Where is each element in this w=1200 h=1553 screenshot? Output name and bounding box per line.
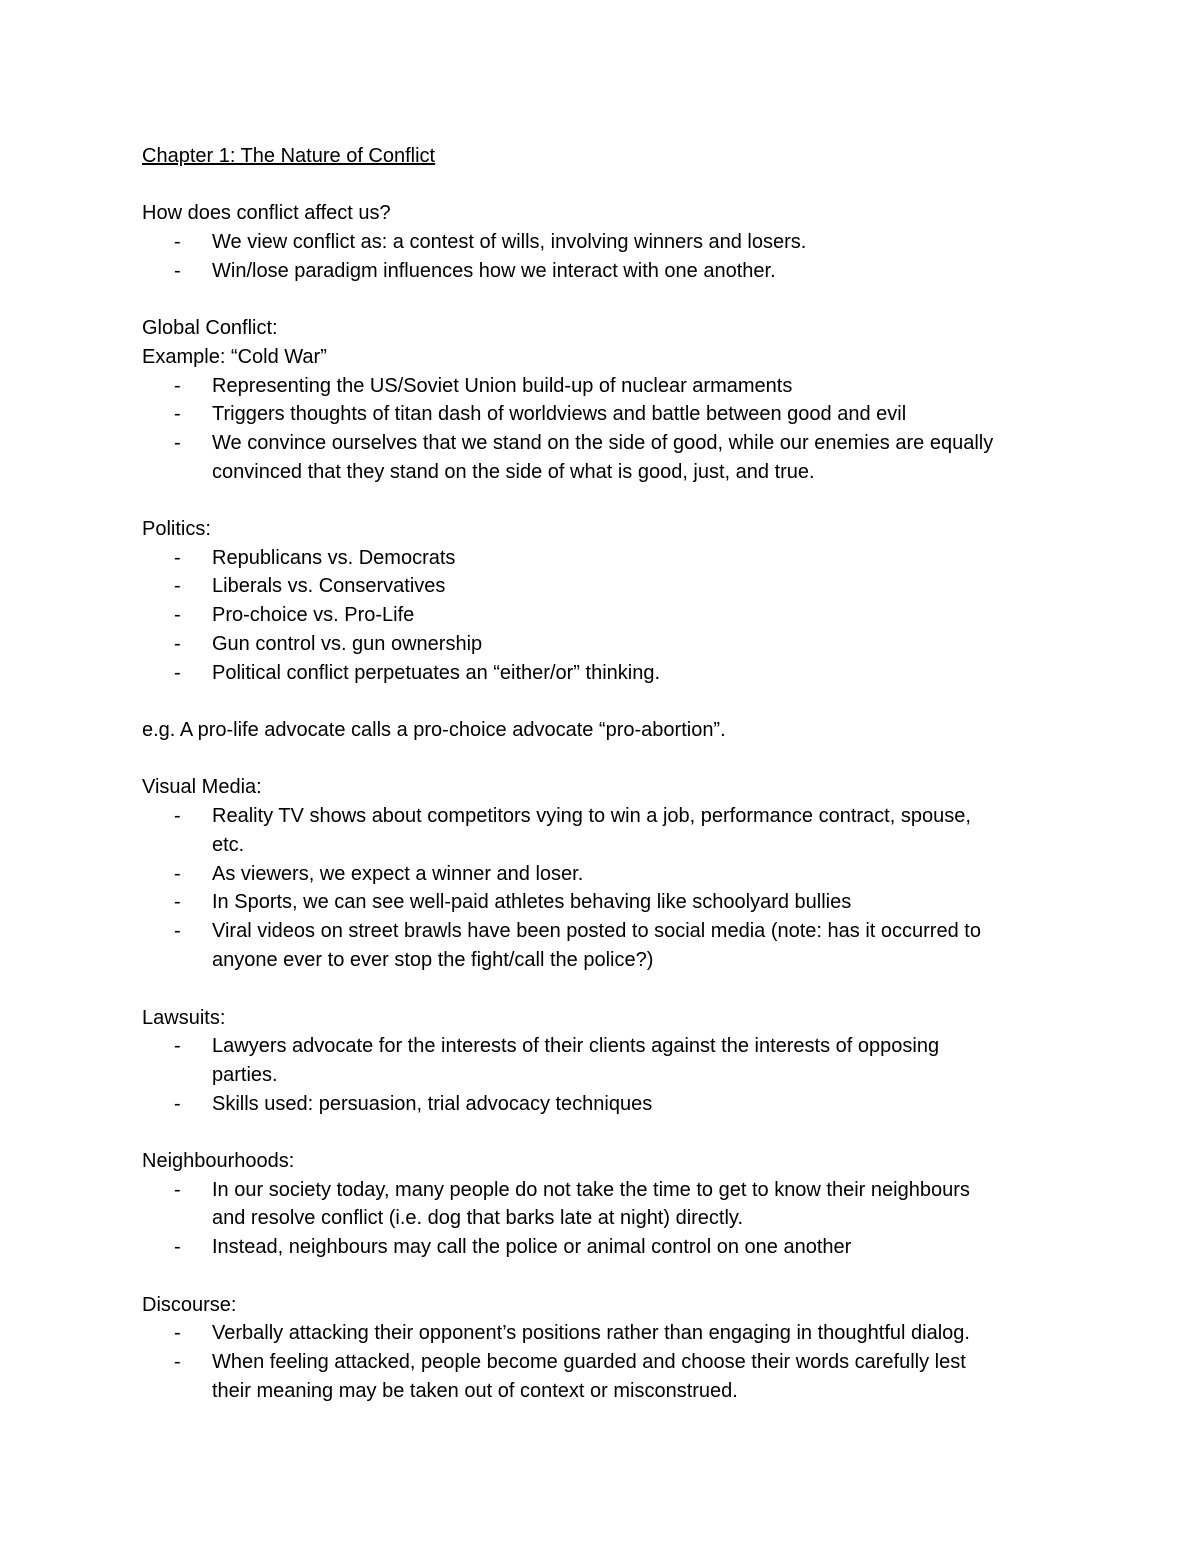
list-item: Pro-choice vs. Pro-Life xyxy=(212,604,415,626)
list-item: Reality TV shows about competitors vying to win a job, performance contract, spouse, xyxy=(212,805,971,827)
bullet-dash: - xyxy=(174,1351,181,1373)
list-item: Representing the US/Soviet Union build-up of nuclear armaments xyxy=(212,375,793,397)
list-item: Liberals vs. Conservatives xyxy=(212,575,446,597)
list-item: In Sports, we can see well-paid athletes behaving like schoolyard bullies xyxy=(212,891,852,913)
section-heading-visual-media: Visual Media: xyxy=(142,776,262,798)
list-item-continuation: etc. xyxy=(212,834,245,856)
section-heading-global-conflict: Global Conflict: xyxy=(142,317,278,339)
bullet-dash: - xyxy=(174,1322,181,1344)
list-item-continuation: parties. xyxy=(212,1064,278,1086)
bullet-dash: - xyxy=(174,231,181,253)
page-title: Chapter 1: The Nature of Conflict xyxy=(142,145,436,167)
bullet-dash: - xyxy=(174,575,181,597)
list-item: We convince ourselves that we stand on the side of good, while our enemies are equally xyxy=(212,432,994,454)
list-item-continuation: their meaning may be taken out of context or misconstrued. xyxy=(212,1380,738,1402)
section-heading-lawsuits: Lawsuits: xyxy=(142,1007,226,1029)
bullet-dash: - xyxy=(174,1236,181,1258)
example-line: Example: “Cold War” xyxy=(142,346,327,368)
bullet-dash: - xyxy=(174,805,181,827)
list-item-continuation: convinced that they stand on the side of what is good, just, and true. xyxy=(212,461,815,483)
section-heading-politics: Politics: xyxy=(142,518,211,540)
bullet-dash: - xyxy=(174,260,181,282)
list-item: Instead, neighbours may call the police or animal control on one another xyxy=(212,1236,852,1258)
example-line: e.g. A pro-life advocate calls a pro-choice advocate “pro-abortion”. xyxy=(142,719,726,741)
list-item: Triggers thoughts of titan dash of worldviews and battle between good and evil xyxy=(212,403,907,425)
list-item: Political conflict perpetuates an “either/or” thinking. xyxy=(212,662,661,684)
section-heading-neighbourhoods: Neighbourhoods: xyxy=(142,1150,295,1172)
bullet-dash: - xyxy=(174,1179,181,1201)
list-item: As viewers, we expect a winner and loser. xyxy=(212,863,584,885)
bullet-dash: - xyxy=(174,604,181,626)
list-item: We view conflict as: a contest of wills, involving winners and losers. xyxy=(212,231,807,253)
section-heading-how-conflict: How does conflict affect us? xyxy=(142,202,391,224)
bullet-dash: - xyxy=(174,633,181,655)
list-item: Gun control vs. gun ownership xyxy=(212,633,483,655)
list-item: When feeling attacked, people become guarded and choose their words carefully lest xyxy=(212,1351,966,1373)
bullet-dash: - xyxy=(174,1035,181,1057)
bullet-dash: - xyxy=(174,662,181,684)
section-heading-discourse: Discourse: xyxy=(142,1294,237,1316)
list-item: Skills used: persuasion, trial advocacy techniques xyxy=(212,1093,653,1115)
list-item: Lawyers advocate for the interests of their clients against the interests of opposing xyxy=(212,1035,940,1057)
bullet-dash: - xyxy=(174,375,181,397)
bullet-dash: - xyxy=(174,920,181,942)
bullet-dash: - xyxy=(174,432,181,454)
list-item: In our society today, many people do not take the time to get to know their neighbours xyxy=(212,1179,970,1201)
list-item-continuation: anyone ever to ever stop the fight/call the police?) xyxy=(212,949,654,971)
list-item: Republicans vs. Democrats xyxy=(212,547,456,569)
bullet-dash: - xyxy=(174,863,181,885)
bullet-dash: - xyxy=(174,1093,181,1115)
bullet-dash: - xyxy=(174,891,181,913)
list-item: Verbally attacking their opponent’s positions rather than engaging in thoughtful dialog. xyxy=(212,1322,970,1344)
bullet-dash: - xyxy=(174,403,181,425)
bullet-dash: - xyxy=(174,547,181,569)
list-item: Win/lose paradigm influences how we interact with one another. xyxy=(212,260,776,282)
list-item-continuation: and resolve conflict (i.e. dog that barks late at night) directly. xyxy=(212,1207,744,1229)
list-item: Viral videos on street brawls have been posted to social media (note: has it occurred to xyxy=(212,920,981,942)
